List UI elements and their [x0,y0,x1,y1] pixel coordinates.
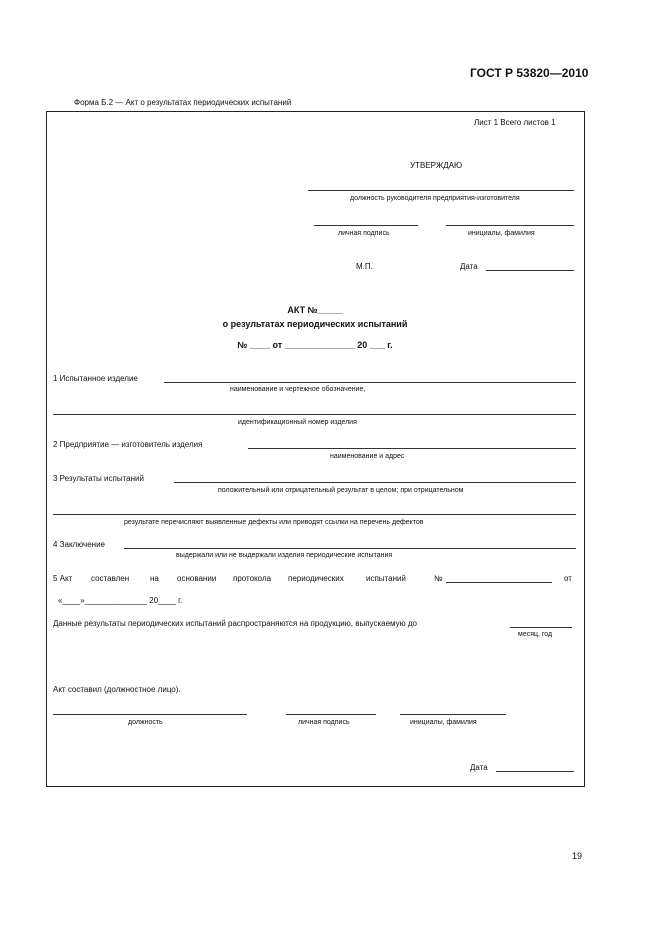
sign-initials-line [400,714,506,715]
item3-hint1: положительный или отрицательный результат в целом; при отрицательном [218,487,464,494]
item3-line2 [53,514,576,515]
bottom-date-line [496,771,574,772]
item2-label: 2 Предприятие — изготовитель изделия [53,440,203,449]
approve-title: УТВЕРЖДАЮ [410,161,463,170]
act-number-date: № ____ от ______________ 20 ___ г. [237,340,393,350]
validity-hint: месяц, год [518,631,553,638]
standard-number: ГОСТ Р 53820—2010 [470,66,589,80]
item2-hint: наименование и адрес [330,453,405,460]
sheet-info: Лист 1 Всего листов 1 [474,118,556,127]
sign-initials-hint: инициалы, фамилия [410,719,477,726]
item3-line [174,482,576,483]
sign-position-hint: должность [128,719,163,726]
compiled-by: Акт составил (должностное лицо). [53,685,181,694]
initials-hint: инициалы, фамилия [468,230,535,237]
sign-position-line [53,714,247,715]
sign-signature-line [286,714,376,715]
initials-line [446,225,574,226]
validity-text: Данные результаты периодических испытаний распространяются на продукцию, выпускаемую до [53,619,417,628]
item5-word: 5 Акт [53,574,73,583]
item5-word: составлен [91,574,130,583]
item4-label: 4 Заключение [53,540,105,549]
act-title: АКТ №_____ [287,305,343,315]
position-hint: должность руководителя предприятия-изготовителя [350,195,520,202]
item3-label: 3 Результаты испытаний [53,474,144,483]
item4-line [124,548,576,549]
item5-word: основании [177,574,217,583]
seal-label: М.П. [356,262,373,271]
item2-line [248,448,576,449]
item1-line2 [53,414,576,415]
page-number: 19 [572,851,583,861]
item1-label: 1 Испытанное изделие [53,374,138,383]
form-caption: Форма Б.2 — Акт о результатах периодических испытаний [74,98,292,107]
item5-word: № [434,574,443,583]
validity-line [510,627,572,628]
item5-number-line [446,582,552,583]
item1-hint2: идентификационный номер изделия [238,419,357,426]
item1-line [164,382,576,383]
item5-word: испытаний [366,574,406,583]
signature-line [314,225,418,226]
item4-hint: выдержали или не выдержали изделия периодические испытания [176,552,393,559]
item5-date: «____»______________ 20____ г. [58,596,183,605]
sign-signature-hint: личная подпись [298,719,350,726]
approve-date-label: Дата [460,262,478,271]
item5-word: периодических [288,574,344,583]
item5-word: на [150,574,159,583]
item1-hint1: наименование и чертежное обозначение, [230,386,366,393]
item3-hint2: результате перечисляют выявленные дефекты или приводят ссылки на перечень дефектов [124,519,424,526]
item5-word: протокола [233,574,272,583]
item5-word: от [564,574,572,583]
signature-hint: личная подпись [338,230,390,237]
bottom-date-label: Дата [470,763,488,772]
approve-date-line [486,270,574,271]
act-subtitle: о результатах периодических испытаний [222,319,408,329]
position-line [308,190,574,191]
